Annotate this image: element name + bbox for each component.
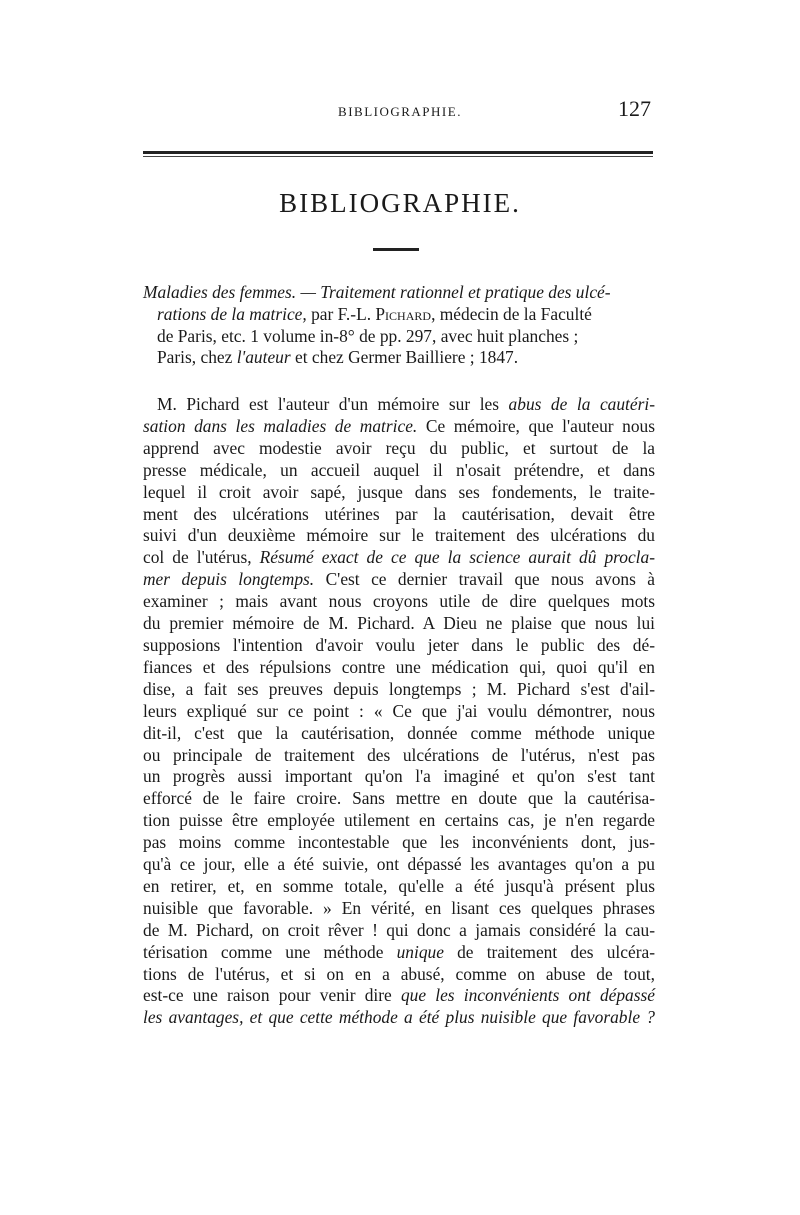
body-line [143,898,655,920]
body-text-run: ment des ulcérations utérines par la cautérisation, devait être [143,503,655,524]
body-text-run: suivi d'un deuxième mémoire sur le traitement des ulcérations du [143,525,655,546]
citation-line [143,304,655,326]
body-text-run: dit-il, c'est que la cautérisation, donnée comme méthode unique [143,722,655,743]
title-ornament-rule [373,248,419,251]
book-citation [143,282,655,369]
section-title: BIBLIOGRAPHIE. [279,188,521,218]
citation-line [143,282,655,304]
body-text-run: tion puisse être employée utilement en certains cas, je n'en regarde [143,810,655,831]
body-line [143,832,655,854]
body-text-run: Ce mémoire, que l'auteur nous [417,415,656,436]
body-line [143,525,655,547]
body-line [143,504,655,526]
body-text-run: térisation comme une méthode [143,941,397,962]
body-text-run: col de l'utérus, [143,547,260,568]
body-line [143,854,655,876]
citation-text-run: rations de la matrice, [157,303,307,324]
body-text-run: de M. Pichard, on croit rêver ! qui donc a jamais considéré la cau- [143,919,655,940]
citation-text-run: l'auteur [236,347,291,368]
body-line [143,679,655,701]
body-line [143,591,655,613]
citation-text-run: , médecin de la Faculté [431,303,592,324]
body-line [143,876,655,898]
body-line [143,942,655,964]
body-line [143,985,655,1007]
page-number: 127 [618,96,651,121]
header-rule-thick [143,151,653,154]
body-text-run: leurs expliqué sur ce point : « Ce que j'ai voulu démontrer, nous [143,700,655,721]
body-text-run: tions de l'utérus, et si on en a abusé, comme on abuse de tout, [143,963,655,984]
body-text-run: abus de la cautéri- [508,394,655,414]
body-line [143,964,655,986]
body-text-run: efforcé de le faire croire. Sans mettre en doute que la cautérisa- [143,788,655,809]
body-line [143,635,655,657]
body-line [143,723,655,745]
citation-text-run: Maladies des femmes. — Traitement rationnel et pratique des ulcé- [143,282,611,302]
body-text-run: de traitement des ulcéra- [443,941,655,962]
citation-line [143,326,655,348]
body-text-run: que les inconvénients ont dépassé [400,985,656,1006]
body-line [143,920,655,942]
body-line [143,788,655,810]
body-text-run: ou principale de traitement des ulcérations de l'utérus, n'est pas [143,744,655,765]
body-text-run: dise, a fait ses preuves depuis longtemps ; M. Pichard s'est d'ail- [143,678,655,699]
running-head: BIBLIOGRAPHIE. [338,104,462,119]
body-text-run: pas moins comme incontestable que les inconvénients dont, jus- [143,832,655,853]
body-text-run: nuisible que favorable. » En vérité, en lisant ces quelques phrases [143,897,655,918]
review-body [143,394,655,1029]
citation-text-run: Paris, chez [157,347,237,368]
body-line [143,416,655,438]
body-line [143,394,655,416]
body-text-run: du premier mémoire de M. Pichard. A Dieu ne plaise que nous lui [143,613,655,634]
body-text-run: fiances et des répulsions contre une médication qui, quoi qu'il en [143,656,655,677]
body-text-run: en retirer, et, en somme totale, qu'elle a été jusqu'à présent plus [143,875,655,896]
body-line [143,745,655,767]
body-line [143,810,655,832]
body-line [143,547,655,569]
citation-text-run: de Paris, etc. 1 volume in-8° de pp. 297, avec huit planches ; [157,325,579,346]
citation-line [143,347,655,369]
body-text-run: unique [396,941,444,962]
body-line [143,482,655,504]
body-text-run: M. Pichard est l'auteur d'un mémoire sur les [157,394,509,414]
citation-text-run: par F.-L. [306,303,376,324]
body-text-run: sation dans les maladies de matrice. [143,415,418,436]
body-line [143,657,655,679]
body-line [143,701,655,723]
header-rule-thin [143,156,653,157]
body-text-run: qu'à ce jour, elle a été suivie, ont dépassé les avantages qu'on a pu [143,854,655,875]
citation-text-run: Pichard [375,303,432,324]
body-line [143,438,655,460]
body-text-run: C'est ce dernier travail que nous avons à [314,569,656,590]
body-text-run: mer depuis longtemps. [143,569,315,590]
body-text-run: lequel il croit avoir sapé, jusque dans ses fondements, le traite- [143,481,655,502]
body-line [143,569,655,591]
body-text-run: presse médicale, un accueil auquel il n'osait prétendre, et dans [143,459,655,480]
body-text-run: examiner ; mais avant nous croyons utile de dire quelques mots [143,591,655,612]
body-text-run: est-ce une raison pour venir dire [143,985,401,1006]
body-text-run: Résumé exact de ce que la science aurait dû procla- [259,547,655,568]
body-line [143,766,655,788]
body-line [143,1007,655,1029]
body-text-run: les avantages, et que cette méthode a été plus nuisible que favorable ? [143,1007,655,1028]
body-line [143,460,655,482]
body-text-run: supposions l'intention d'avoir voulu jeter dans le public des dé- [143,634,655,655]
citation-text-run: et chez Germer Bailliere ; 1847. [290,347,519,368]
body-text-run: un progrès aussi important qu'on l'a imaginé et qu'on s'est tant [143,766,655,787]
body-text-run: apprend avec modestie avoir reçu du public, et surtout de la [143,437,655,458]
body-line [143,613,655,635]
